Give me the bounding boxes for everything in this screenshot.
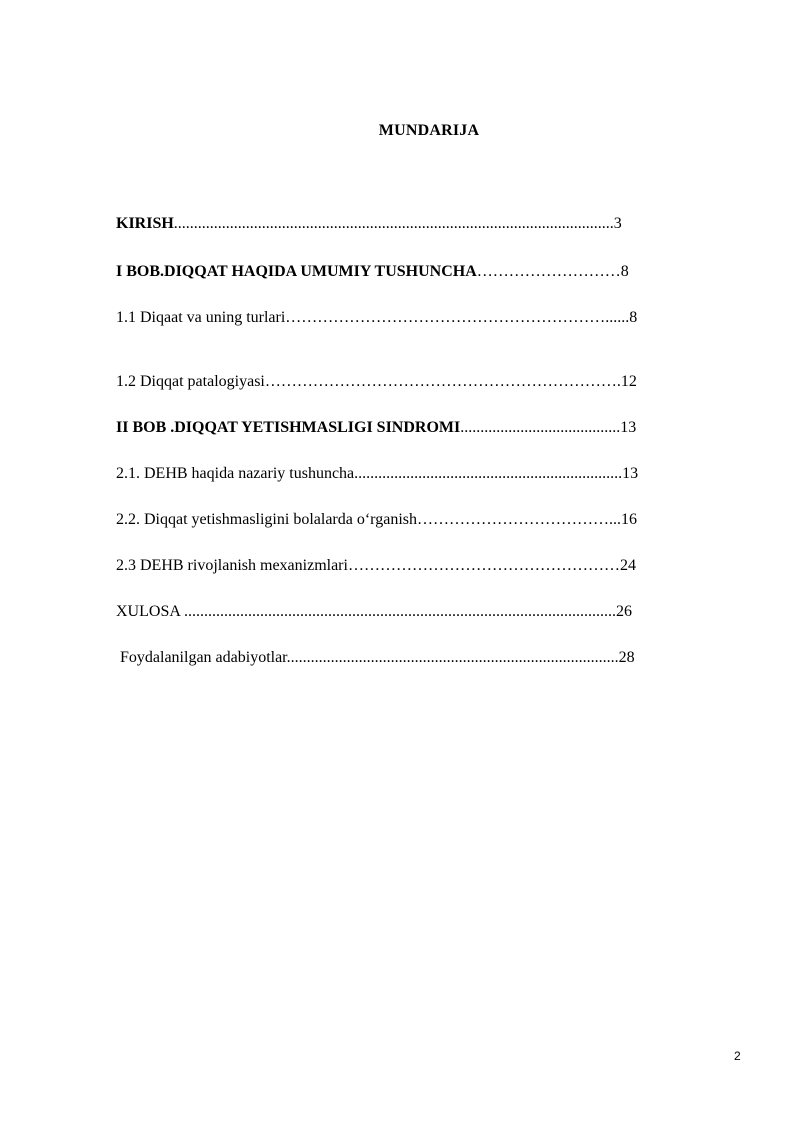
toc-leader: ............................................................................................................: [184, 603, 617, 620]
page-title: MUNDARIJA: [378, 122, 480, 139]
toc-entry-1-1[interactable]: [116, 308, 637, 328]
toc-page: 28: [618, 649, 635, 666]
toc-entry-bob-2[interactable]: [116, 418, 636, 438]
toc-entry-title: KIRISH: [116, 215, 174, 232]
toc-page: 8: [629, 309, 638, 326]
toc-entry-title: 1.2 Diqqat patalogiyasi: [116, 373, 265, 390]
toc-entry-2-1[interactable]: [116, 464, 638, 484]
toc-leader: ...................................................................................: [286, 649, 619, 666]
toc-leader: ………………………………………………………….: [264, 373, 621, 390]
toc-page: 13: [622, 465, 639, 482]
toc-leader: ……………………………………………: [347, 557, 620, 574]
toc-entry-title: 1.1 Diqaat va uning turlari: [116, 309, 286, 326]
page-number: 2: [734, 1049, 741, 1063]
toc-entry-xulosa[interactable]: [116, 602, 632, 622]
toc-leader: ........................................: [460, 419, 621, 436]
toc-entry-title: II BOB .DIQQAT YETISHMASLIGI SINDROMI: [116, 419, 461, 436]
toc-page: 13: [620, 419, 637, 436]
toc-leader: ……………………………………………………......: [285, 309, 630, 326]
toc-page: 24: [619, 557, 636, 574]
toc-page: 12: [620, 373, 637, 390]
toc-page: 3: [613, 215, 622, 232]
toc-entry-bob-1[interactable]: [116, 262, 629, 282]
toc-page: 26: [616, 603, 633, 620]
toc-entry-adabiyotlar[interactable]: [116, 648, 635, 668]
toc-entry-title-cont: .DIQQAT HAQIDA UMUMIY TUSHUNCHA: [160, 263, 477, 280]
toc-entry-title: 2.3 DEHB rivojlanish mexanizmlari: [116, 557, 348, 574]
toc-leader: ...................................................................: [354, 465, 623, 482]
toc-entry-title: 2.2. Diqqat yetishmasligini bolalarda o‘rganish: [116, 511, 417, 528]
toc-entry-title: Foydalanilgan adabiyotlar: [116, 649, 287, 666]
toc-entry-title: I BOB: [116, 263, 161, 280]
toc-leader: ………………………………...: [416, 511, 621, 528]
toc-entry-kirish[interactable]: [116, 214, 622, 234]
toc-page: 16: [620, 511, 637, 528]
toc-entry-2-2[interactable]: [116, 510, 637, 530]
toc-page: 8: [620, 263, 629, 280]
toc-entry-title: 2.1. DEHB haqida nazariy tushuncha: [116, 465, 355, 482]
toc-entry-title: XULOSA: [116, 603, 185, 620]
toc-leader: ………………………: [476, 263, 621, 280]
toc-leader: ..............................................................................................................: [173, 215, 614, 232]
toc-entry-2-3[interactable]: [116, 556, 636, 576]
toc-entry-1-2[interactable]: [116, 372, 637, 392]
